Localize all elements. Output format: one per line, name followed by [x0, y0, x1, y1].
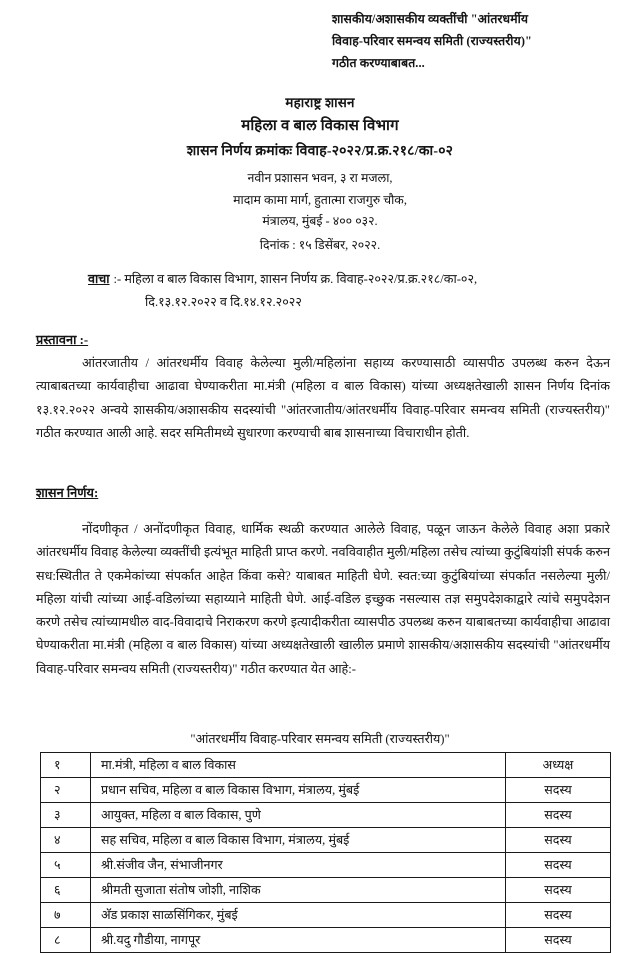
reference-separator: :-	[113, 272, 122, 286]
cell-serial-number: ४	[41, 828, 91, 853]
table-row	[41, 753, 611, 778]
document-date: दिनांक : १५ डिसेंबर, २०२२.	[259, 237, 381, 252]
government-name: महाराष्ट्र शासन	[285, 95, 355, 110]
subject-line-1: शासकीय/अशासकीय व्यक्तींची "आंतरधर्मीय	[332, 12, 529, 26]
cell-member-role: सदस्य	[506, 853, 611, 878]
committee-members-table	[40, 752, 611, 953]
subject-line-3: गठीत करण्याबाबत...	[332, 56, 425, 70]
gr-number: शासन निर्णय क्रमांकः विवाह-२०२२/प्र.क्र.२१८/का-०२	[186, 144, 454, 159]
reference-line-1: महिला व बाल विकास विभाग, शासन निर्णय क्र. विवाह-२०२२/प्र.क्र.२१८/का-०२,	[124, 272, 478, 286]
table-row	[41, 928, 611, 953]
cell-serial-number: ३	[41, 803, 91, 828]
reference-block	[88, 268, 618, 313]
cell-member-designation: सह सचिव, महिला व बाल विकास विभाग, मंत्रालय, मुंबई	[91, 828, 506, 853]
office-address	[0, 168, 640, 256]
cell-serial-number: १	[41, 753, 91, 778]
government-header	[0, 92, 640, 165]
cell-member-designation: प्रधान सचिव, महिला व बाल विकास विभाग, मंत्रालय, मुंबई	[91, 778, 506, 803]
preamble-paragraph: आंतरजातीय / आंतरधर्मीय विवाह केलेल्या मुली/महिलांना सहाय्य करण्यासाठी व्यासपीठ उपलब्ध करुन देऊन त्याबाबतच्या कार्यवाहीचा आढावा घेण्याकरीता मा.मंत्री (महिला व बाल विकास) यांच्या अध्यक्षतेखाली शासन निर्णय दिनांक १३.१२.२०२२ अन्वये शासकीय/अशासकीय सदस्यांची "आंतरजातीय/आंतरधर्मीय विवाह-परिवार समन्वय समिती (राज्यस्तरीय)" गठीत करण्यात आली आहे. सदर समितीमध्ये सुधारणा करण्याची बाब शासनाच्या विचाराधीन होती.	[36, 356, 610, 440]
cell-member-role: सदस्य	[506, 803, 611, 828]
table-row	[41, 778, 611, 803]
cell-member-designation: श्रीमती सुजाता संतोष जोशी, नाशिक	[91, 878, 506, 903]
cell-member-designation: अ‍ॅड प्रकाश साळसिंगिकर, मुंबई	[91, 903, 506, 928]
decision-heading: शासन निर्णय:	[36, 486, 99, 500]
table-row	[41, 803, 611, 828]
cell-member-designation: श्री.यदु गौडीया, नागपूर	[91, 928, 506, 953]
address-line-1: नवीन प्रशासन भवन, ३ रा मजला,	[247, 171, 393, 185]
cell-member-role: सदस्य	[506, 878, 611, 903]
cell-member-designation: आयुक्त, महिला व बाल विकास, पुणे	[91, 803, 506, 828]
cell-serial-number: ७	[41, 903, 91, 928]
committee-table-caption: "आंतरधर्मीय विवाह-परिवार समन्वय समिती (राज्यस्तरीय)"	[190, 732, 450, 746]
cell-member-designation: मा.मंत्री, महिला व बाल विकास	[91, 753, 506, 778]
cell-serial-number: ८	[41, 928, 91, 953]
reference-label: वाचा	[88, 272, 110, 286]
document-subject	[332, 8, 622, 74]
table-row	[41, 853, 611, 878]
cell-member-role: सदस्य	[506, 778, 611, 803]
address-line-3: मंत्रालय, मुंबई - ४०० ०३२.	[262, 214, 378, 228]
cell-member-role: सदस्य	[506, 903, 611, 928]
address-line-2: मादाम कामा मार्ग, हुतात्मा राजगुरु चौक,	[233, 192, 407, 207]
subject-line-2: विवाह-परिवार समन्वय समिती (राज्यस्तरीय)"	[332, 34, 532, 48]
decision-paragraph: नोंदणीकृत / अनोंदणीकृत विवाह, धार्मिक स्थळी करण्यात आलेले विवाह, पळून जाऊन केलेले विवाह अशा प्रकारे आंतरधर्मीय विवाह केलेल्या व्यक्तींची इत्यंभूत माहिती प्राप्त करणे. नवविवाहीत मुली/महिला तसेच त्यांच्या कुटुंबियांशी संपर्क करुन सध:स्थितीत ते एकमेकांच्या संपर्कात आहेत किंवा कसे? याबाबत माहिती घेणे. स्वत:च्या कुटुंबियांच्या संपर्कात नसलेल्या मुली/महिला यांची त्यांच्या आई-वडिलांच्या सहाय्याने माहिती घेणे. आई-वडिल इच्छुक नसल्यास तज्ञ समुपदेशकाद्वारे त्यांचे समुपदेशन करणे तसेच त्यांच्यामधील वाद-विवादाचे निराकरण करणे इत्यादीकरीता व्यासपीठ उपलब्ध करुन याबाबतच्या कार्यवाहीचा आढावा घेण्याकरीता मा.मंत्री (महिला व बाल विकास) यांच्या अध्यक्षतेखाली खालील प्रमाणे शासकीय/अशासकीय सदस्यांची "आंतरधर्मीय विवाह-परिवार समन्वय समिती (राज्यस्तरीय)" गठीत करण्यात येत आहे:-	[36, 522, 610, 676]
cell-member-designation: श्री.संजीव जैन, संभाजीनगर	[91, 853, 506, 878]
preamble-heading: प्रस्तावना :-	[36, 333, 89, 347]
reference-line-2: दि.१३.१२.२०२२ व दि.१४.१२.२०२२	[145, 294, 302, 309]
cell-serial-number: २	[41, 778, 91, 803]
department-name: महिला व बाल विकास विभाग	[241, 118, 399, 134]
cell-member-role: सदस्य	[506, 828, 611, 853]
cell-serial-number: ६	[41, 878, 91, 903]
table-row	[41, 878, 611, 903]
table-row	[41, 903, 611, 928]
committee-table-body	[41, 753, 611, 953]
table-row	[41, 828, 611, 853]
cell-member-role: अध्यक्ष	[506, 753, 611, 778]
cell-serial-number: ५	[41, 853, 91, 878]
cell-member-role: सदस्य	[506, 928, 611, 953]
